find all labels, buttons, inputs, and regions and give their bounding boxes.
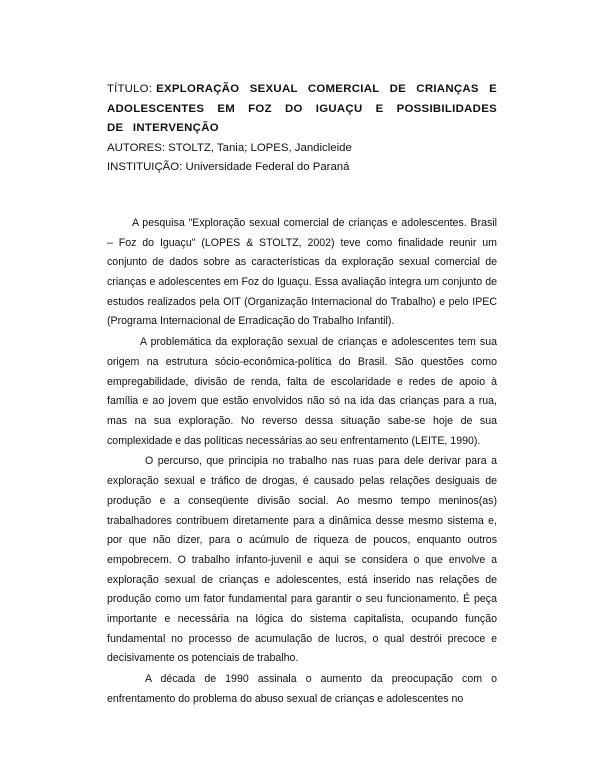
document-body xyxy=(107,214,497,710)
document-title: EXPLORAÇÃO SEXUAL COMERCIAL DE CRIANÇAS E ADOLESCENTES EM FOZ DO IGUAÇU E POSSIBILIDADES DE INTERVENÇÃO xyxy=(107,83,497,135)
title-block xyxy=(107,80,497,139)
authors-line: AUTORES: STOLTZ, Tania; LOPES, Jandicleide xyxy=(107,141,352,154)
institution-line: INSTITUIÇÃO: Universidade Federal do Paraná xyxy=(107,161,350,174)
title-label: TÍTULO: xyxy=(107,83,153,95)
paragraph: O percurso, que principia no trabalho nas ruas para dele derivar para a exploração sexual e tráfico de drogas, é causado pelas relações desiguais de produção e a conseqüente divisão social. Ao mesmo tempo meninos(as) trabalhadores contribuem diretamente para a dinâmica desse mesmo sistema e, por que não dizer, para o acúmulo de riqueza de poucos, enquanto outros empobrecem. O trabalho infanto-juvenil e aqui se considera o que envolve a exploração sexual de crianças e adolescentes, está inserido nas relações de produção como um fator fundamental para garantir o seu funcionamento. É peça importante e necessária na lógica do sistema capitalista, ocupando função fundamental no processo de acumulação de lucros, o qual destrói precoce e decisivamente os potenciais de trabalho. xyxy=(107,455,497,665)
document-header xyxy=(107,80,497,178)
paragraph: A pesquisa "Exploração sexual comercial de crianças e adolescentes. Brasil – Foz do Iguaçu" (LOPES & STOLTZ, 2002) teve como finalidade reunir um conjunto de dados sobre as características da exploração sexual comercial de crianças e adolescentes em Foz do Iguaçu. Essa avaliação integra um conjunto de estudos realizados pela OIT (Organização Internacional do Trabalho) e pelo IPEC (Programa Internacional de Erradicação do Trabalho Infantil). xyxy=(107,216,497,328)
paragraph: A década de 1990 assinala o aumento da preocupação com o enfrentamento do problema do abuso sexual de crianças e adolescentes no xyxy=(107,673,497,705)
paragraph: A problemática da exploração sexual de crianças e adolescentes tem sua origem na estrutura sócio-econômica-política do Brasil. São questões como empregabilidade, divisão de renda, falta de escolaridade e redes de apoio à família e ao jovem que estão envolvidos não só na ida das crianças para a rua, mas na sua exploração. No reverso dessa situação sabe-se hoje de sua complexidade e das políticas necessárias ao seu enfrentamento (LEITE, 1990). xyxy=(107,336,497,447)
